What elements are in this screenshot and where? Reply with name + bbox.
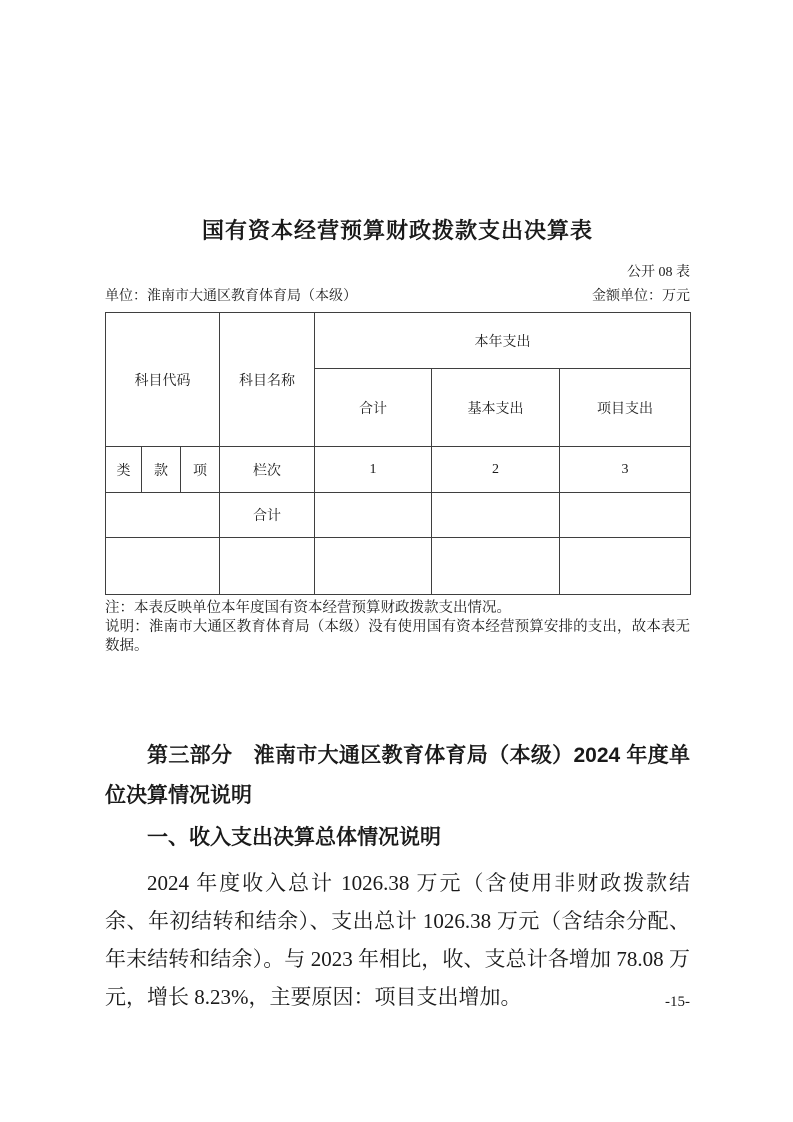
header-subject-code: 科目代码: [106, 313, 220, 447]
cell-column-2: 2: [432, 447, 560, 493]
table-header-row-1: [106, 313, 691, 369]
note-line: 注：本表反映单位本年度国有资本经营预算财政拨款支出情况。: [105, 600, 511, 616]
table-row-blank: [106, 538, 691, 595]
cell-total-basic: [432, 493, 560, 538]
page-title: 国有资本经营预算财政拨款支出决算表: [201, 218, 593, 243]
section-heading: 第三部分 淮南市大通区教育体育局（本级）2024 年度单位决算情况说明: [105, 744, 690, 807]
cell-total-project: [560, 493, 691, 538]
table-notes: [105, 599, 690, 656]
cell-blank-name: [220, 538, 315, 595]
cell-sub-item: 项: [181, 447, 220, 493]
page-number: -15-: [665, 994, 690, 1010]
header-total: 合计: [315, 369, 432, 447]
part-three-section: [105, 736, 690, 1016]
header-current-year-expenditure: 本年支出: [315, 313, 691, 369]
cell-blank-code: [106, 538, 220, 595]
table-code-label: 公开 08 表: [627, 265, 690, 280]
cell-blank-project: [560, 538, 691, 595]
cell-blank-sum: [315, 538, 432, 595]
cell-blank-basic: [432, 538, 560, 595]
budget-table: [105, 312, 691, 595]
header-basic-expenditure: 基本支出: [432, 369, 560, 447]
section-paragraph: 2024 年度收入总计 1026.38 万元（含使用非财政拨款结余、年初结转和结余）、支出总计 1026.38 万元（含结余分配、年末结转和结余）。与 2023 年相比，收、支总计各增加 78.08 万元，增长 8.23%，主要原因：项目支出增加。: [105, 871, 690, 1009]
cell-category: 类: [106, 447, 142, 493]
amount-unit-label: 金额单位：万元: [592, 289, 690, 304]
section-subheading: 一、收入支出决算总体情况说明: [147, 826, 441, 849]
table-meta-line: [105, 287, 690, 306]
table-row-index: [106, 447, 691, 493]
cell-total-code: [106, 493, 220, 538]
note-explanation: 说明：淮南市大通区教育体育局（本级）没有使用国有资本经营预算安排的支出，故本表无数据。: [105, 619, 690, 654]
header-project-expenditure: 项目支出: [560, 369, 691, 447]
cell-column-1: 1: [315, 447, 432, 493]
cell-item: 款: [142, 447, 181, 493]
cell-total-label: 合计: [220, 493, 315, 538]
cell-column-label: 栏次: [220, 447, 315, 493]
header-subject-name: 科目名称: [220, 313, 315, 447]
cell-total-sum: [315, 493, 432, 538]
table-code-line: [105, 263, 690, 282]
table-row-total: [106, 493, 691, 538]
unit-label: 单位：淮南市大通区教育体育局（本级）: [105, 289, 357, 304]
cell-column-3: 3: [560, 447, 691, 493]
